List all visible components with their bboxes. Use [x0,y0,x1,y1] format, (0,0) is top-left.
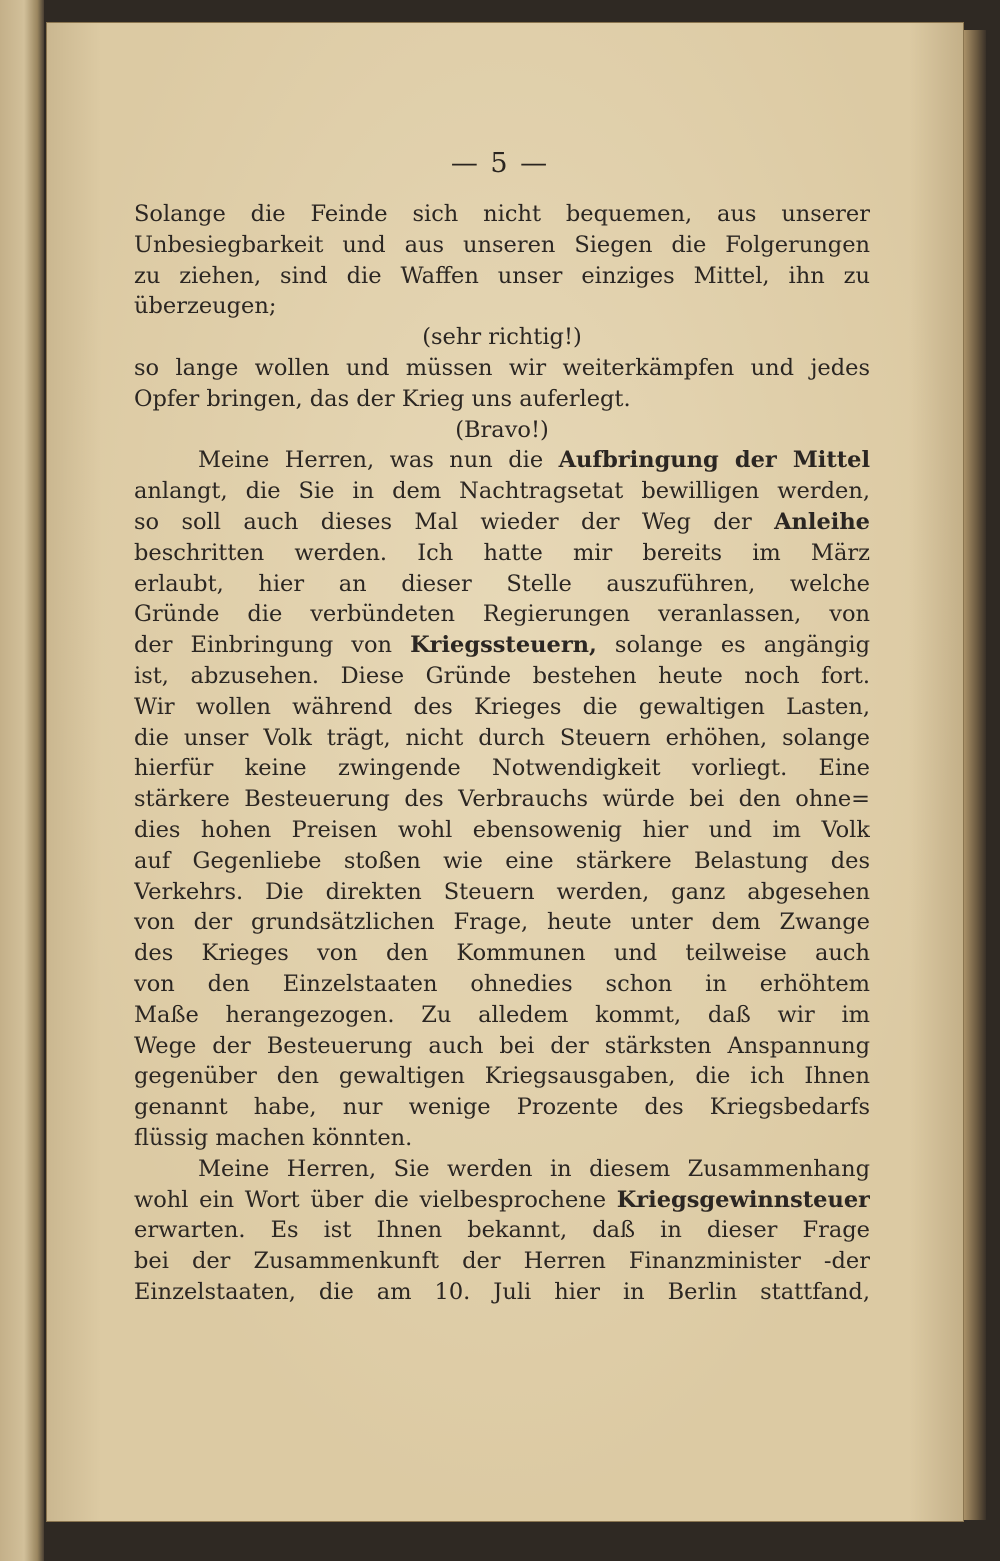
text-line: stärkere Besteuerung des Verbrauchs würde bei den ohne= [134,786,870,813]
interjection: (sehr richtig!) [422,324,582,351]
body-text [134,199,870,1308]
text-line: der Einbringung von Kriegssteuern, solange es angängig [134,632,870,659]
text-line: gegenüber den gewaltigen Kriegsausgaben, die ich Ihnen [134,1063,870,1090]
text-line: beschritten werden. Ich hatte mir bereits im März [134,539,870,566]
text-line: Unbesiegbarkeit und aus unseren Siegen die Folgerungen [134,231,870,258]
text-line: Verkehrs. Die direkten Steuern werden, ganz abgesehen [134,878,870,905]
emphasis: Aufbringung der Mittel [558,447,870,474]
previous-page-edge [0,0,44,1561]
text-line: Meine Herren, was nun die Aufbringung der Mittel [198,447,870,474]
interjection: (Bravo!) [455,416,549,443]
text-line: dies hohen Preisen wohl ebensowenig hier und im Volk [134,816,870,843]
emphasis: Kriegssteuern, [410,632,597,659]
text-line: Wege der Besteuerung auch bei der stärksten Anspannung [134,1032,870,1059]
text-line: von der grundsätzlichen Frage, heute unter dem Zwange [134,909,870,936]
text-line: erwarten. Es ist Ihnen bekannt, daß in dieser Frage [134,1217,870,1244]
text-line: Meine Herren, Sie werden in diesem Zusammenhang [198,1155,870,1182]
page-number: — 5 — [450,148,550,179]
text-line: von den Einzelstaaten ohnedies schon in erhöhtem [134,970,870,997]
emphasis: Kriegsgewinnsteuer [616,1186,870,1213]
text-line: flüssig machen könnten. [134,1124,413,1151]
text-line: anlangt, die Sie in dem Nachtragsetat bewilligen werden, [134,478,870,505]
text-line: die unser Volk trägt, nicht durch Steuern erhöhen, solange [134,724,870,751]
text-line: genannt habe, nur wenige Prozente des Kriegsbedarfs [134,1094,870,1121]
text-line: auf Gegenliebe stoßen wie eine stärkere Belastung des [134,847,870,874]
page-stack-edge [964,30,986,1520]
text-line: des Krieges von den Kommunen und teilweise auch [134,940,870,967]
text-line: Solange die Feinde sich nicht bequemen, aus unserer [134,201,870,227]
text-line: überzeugen; [134,293,277,320]
text-line: Gründe die verbündeten Regierungen veranlassen, von [134,601,870,628]
text-line: so soll auch dieses Mal wieder der Weg der Anleihe [134,508,870,535]
text-line: so lange wollen und müssen wir weiterkämpfen und jedes [134,354,870,381]
text-line: Einzelstaaten, die am 10. Juli hier in Berlin stattfand, [134,1278,870,1305]
text-line: Wir wollen während des Krieges die gewaltigen Lasten, [134,693,870,720]
text-line: bei der Zusammenkunft der Herren Finanzminister -der [134,1248,870,1275]
text-line: ist, abzusehen. Diese Gründe bestehen heute noch fort. [134,662,870,689]
text-line: zu ziehen, sind die Waffen unser einziges Mittel, ihn zu [134,262,870,289]
text-line: hierfür keine zwingende Notwendigkeit vorliegt. Eine [134,755,870,782]
emphasis: Anleihe [774,508,870,535]
text-line: Maße herangezogen. Zu alledem kommt, daß wir im [134,1001,870,1028]
text-line: wohl ein Wort über die vielbesprochene Kriegsgewinnsteuer [134,1186,870,1213]
text-line: erlaubt, hier an dieser Stelle auszuführen, welche [134,570,870,597]
text-line: Opfer bringen, das der Krieg uns auferlegt. [134,385,631,412]
